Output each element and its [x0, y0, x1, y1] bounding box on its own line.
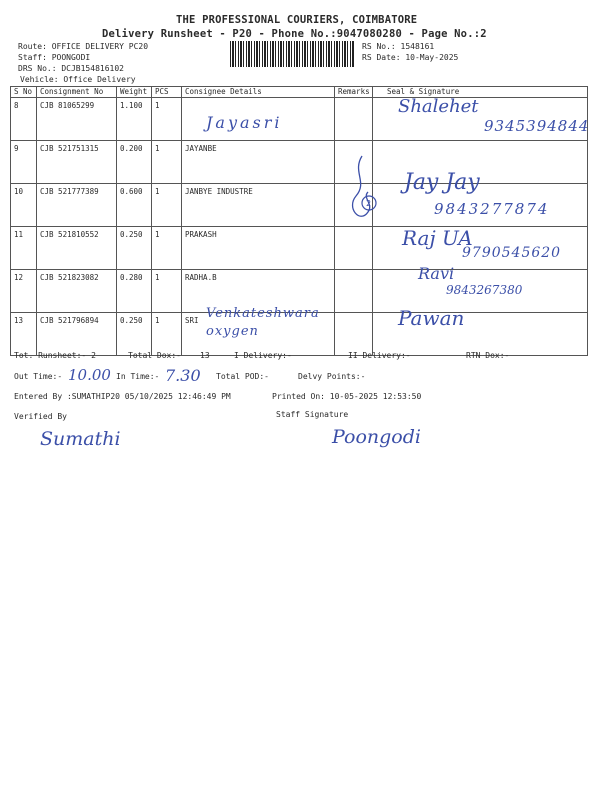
remarks-scribble	[338, 152, 388, 232]
cell-weight: 0.280	[117, 270, 152, 313]
signature-row-8: Shalehet	[398, 96, 479, 117]
cell-weight: 0.600	[117, 184, 152, 227]
phone-row-11: 9790545620	[462, 245, 562, 261]
cell-sno: 10	[11, 184, 37, 227]
signature-row-10: Jay Jay	[404, 170, 480, 195]
staff-handwritten-signature: Poongodi	[332, 426, 421, 448]
col-consignee: Consignee Details	[182, 87, 335, 98]
out-time-value: 10.00	[68, 366, 111, 384]
table-row	[11, 141, 588, 184]
cell-pcs: 1	[152, 141, 182, 184]
cell-consignment: CJB 521823082	[37, 270, 117, 313]
cell-consignment: CJB 521810552	[37, 227, 117, 270]
printed-on: Printed On: 10-05-2025 12:53:50	[272, 392, 422, 401]
cell-remarks	[335, 98, 373, 141]
delvy-points-label: Delvy Points:-	[298, 372, 366, 381]
cell-consignee: PRAKASH	[182, 227, 335, 270]
verified-by-label: Verified By	[14, 412, 67, 421]
i-delivery-label: I Delivery:-	[234, 351, 292, 360]
phone-row-8: 9345394844	[484, 117, 590, 135]
handwritten-consignee-8: Jayasri	[206, 113, 283, 132]
drs-label: DRS No.: DCJB154816102	[18, 64, 124, 73]
staff-label: Staff: POONGODI	[18, 53, 91, 62]
cell-sno: 11	[11, 227, 37, 270]
cell-pcs: 1	[152, 270, 182, 313]
table-header-row	[11, 87, 588, 98]
tot-runsheet: Tot. Runsheet:- 2	[14, 351, 96, 360]
vehicle-label: Vehicle: Office Delivery	[20, 75, 136, 84]
cell-remarks	[335, 227, 373, 270]
cell-weight: 0.200	[117, 141, 152, 184]
signature-row-12: Ravi	[418, 264, 455, 283]
in-time-label: In Time:-	[116, 372, 160, 381]
cell-consignee: SRI	[182, 313, 335, 356]
cell-consignee: JAYANBE	[182, 141, 335, 184]
total-dox-label: Total Dox:-	[128, 351, 181, 360]
rs-no: RS No.: 1548161	[362, 42, 435, 51]
cell-weight: 0.250	[117, 227, 152, 270]
cell-consignment: CJB 521777389	[37, 184, 117, 227]
col-weight: Weight	[117, 87, 152, 98]
col-signature: Seal & Signature	[373, 87, 588, 98]
cell-weight: 1.100	[117, 98, 152, 141]
ii-delivery-label: II Delivery:-	[348, 351, 411, 360]
company-title: THE PROFESSIONAL COURIERS, COIMBATORE	[176, 14, 418, 26]
cell-sno: 8	[11, 98, 37, 141]
svg-text:2: 2	[366, 199, 372, 208]
col-remarks: Remarks	[335, 87, 373, 98]
staff-signature-label: Staff Signature	[276, 410, 349, 419]
rtn-dox-label: RTN Dox:-	[466, 351, 510, 360]
barcode	[230, 41, 355, 67]
col-sno: S No	[11, 87, 37, 98]
phone-row-10: 9843277874	[434, 200, 550, 218]
cell-consignee: RADHA.B	[182, 270, 335, 313]
cell-pcs: 1	[152, 227, 182, 270]
cell-remarks	[335, 313, 373, 356]
out-time-label: Out Time:-	[14, 372, 63, 381]
phone-row-12: 9843267380	[446, 283, 523, 297]
cell-sno: 12	[11, 270, 37, 313]
cell-sno: 9	[11, 141, 37, 184]
cell-sno: 13	[11, 313, 37, 356]
in-time-value: 7.30	[165, 366, 201, 385]
total-dox-value: 13	[200, 351, 210, 360]
cell-pcs: 1	[152, 184, 182, 227]
cell-weight: 0.250	[117, 313, 152, 356]
runsheet-subtitle: Delivery Runsheet - P20 - Phone No.:9047080280 - Page No.:2	[102, 28, 487, 40]
handwritten-consignee-13: Venkateshwara oxygen	[206, 306, 320, 339]
cell-pcs: 1	[152, 98, 182, 141]
cell-consignment: CJB 521751315	[37, 141, 117, 184]
verified-signature: Sumathi	[40, 428, 121, 450]
rs-date: RS Date: 10-May-2025	[362, 53, 459, 62]
entered-by: Entered By :SUMATHIP20 05/10/2025 12:46:49 PM	[14, 392, 231, 401]
cell-consignment: CJB 521796894	[37, 313, 117, 356]
col-pcs: PCS	[152, 87, 182, 98]
route-label: Route: OFFICE DELIVERY PC20	[18, 42, 149, 51]
cell-consignee: JANBYE INDUSTRE	[182, 184, 335, 227]
cell-consignment: CJB 81065299	[37, 98, 117, 141]
signature-row-11: Raj UA	[402, 226, 473, 250]
cell-remarks	[335, 270, 373, 313]
col-consignment: Consignment No	[37, 87, 117, 98]
cell-pcs: 1	[152, 313, 182, 356]
signature-row-13: Pawan	[398, 306, 465, 330]
total-pod-label: Total POD:-	[216, 372, 269, 381]
